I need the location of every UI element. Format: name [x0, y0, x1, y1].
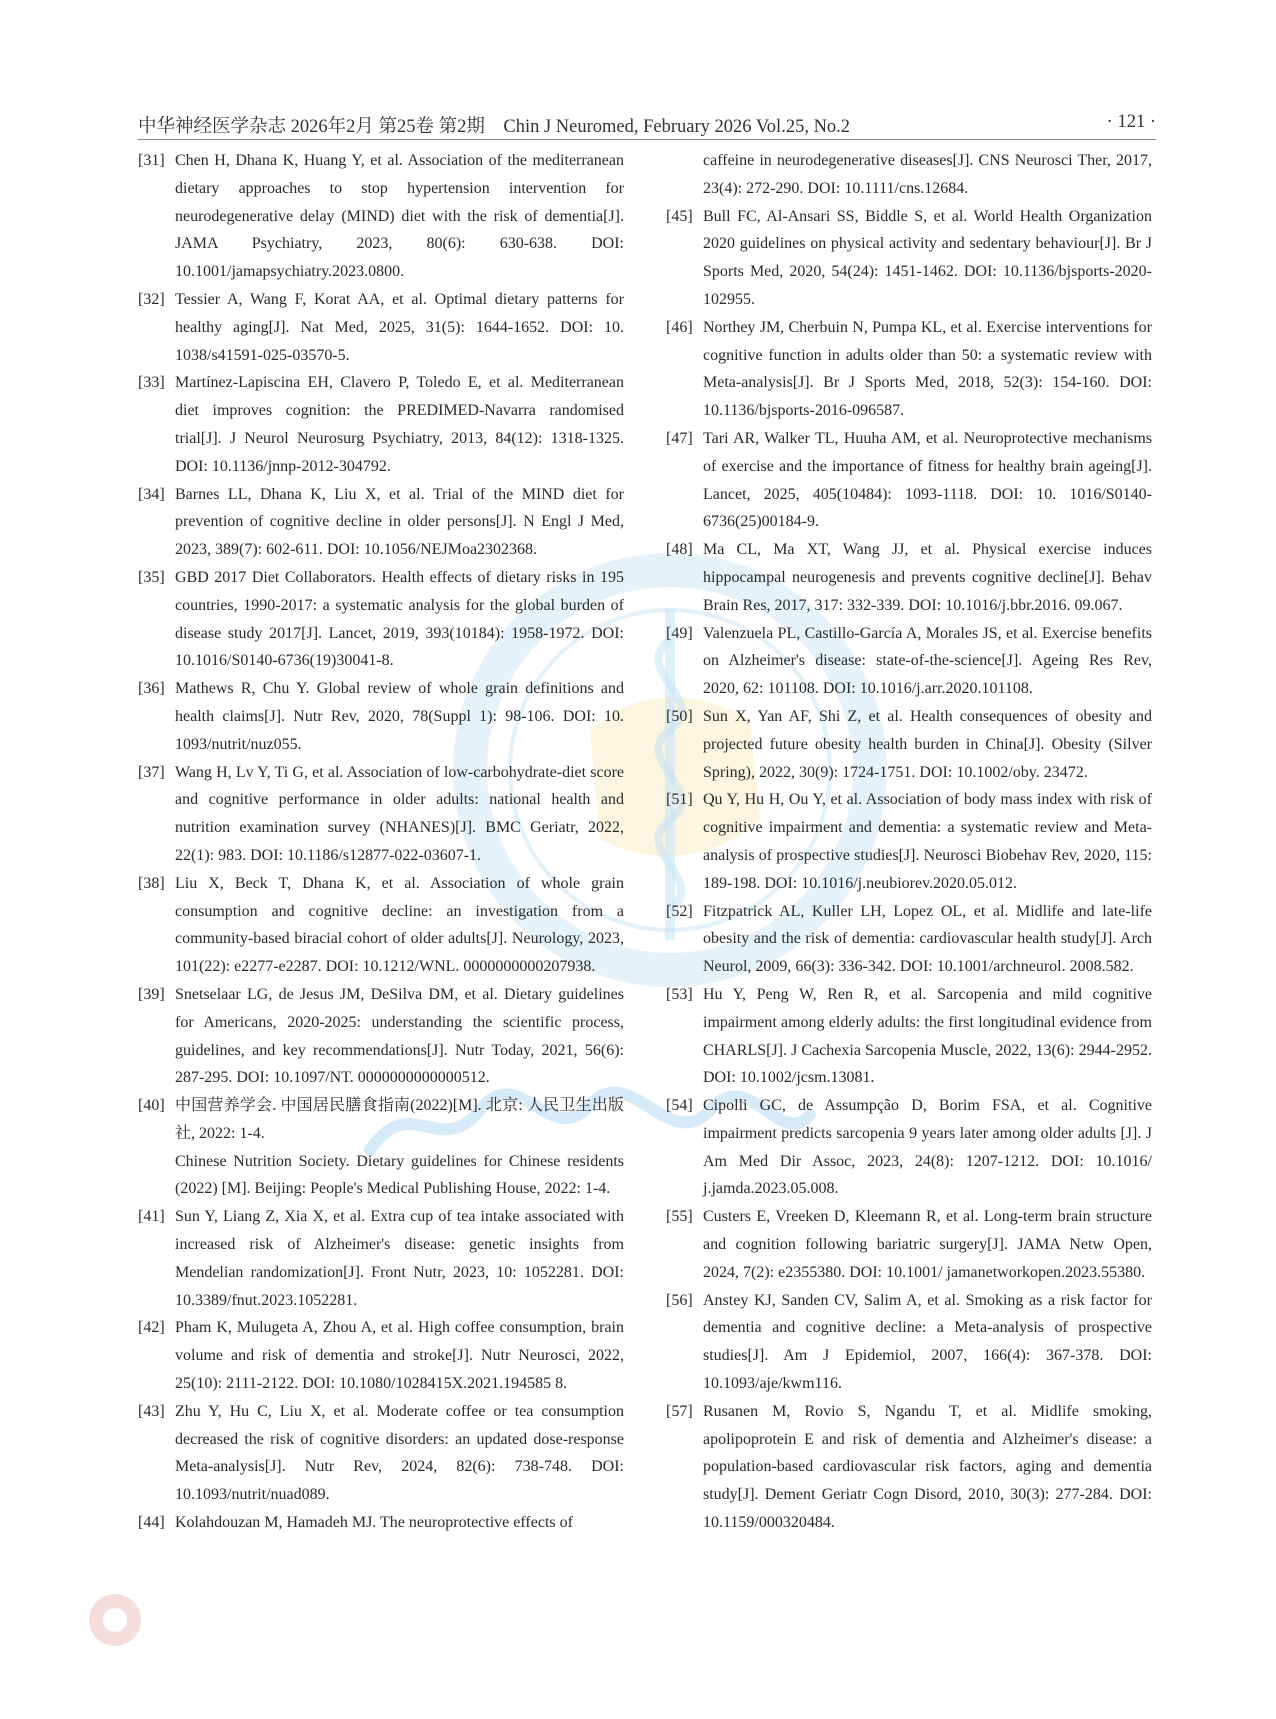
reference-item	[140, 147, 624, 286]
reference-number: [44]	[138, 1514, 165, 1532]
reference-item	[140, 1203, 624, 1314]
reference-text: Ma CL, Ma XT, Wang JJ, et al. Physical exercise induces hippocampal neurogenesis and prevents cognitive decline[J]. Behav Brain Res, 2017, 317: 332-339. DOI: 10.1016/j.bbr.2016. 09.067.	[703, 541, 1152, 614]
reference-item	[668, 536, 1152, 619]
reference-text: Chen H, Dhana K, Huang Y, et al. Association of the mediterranean dietary approaches to stop hypertension intervention for neurodegenerative delay (MIND) diet with the risk of dementia[J]. JAMA Psychiatry, 2023, 80(6): 630-638. DOI: 10.1001/jamapsychiatry.2023.0800.	[175, 152, 624, 281]
reference-text: Hu Y, Peng W, Ren R, et al. Sarcopenia and mild cognitive impairment among elderly adults: the first longitudinal evidence from CHARLS[J]. J Cachexia Sarcopenia Muscle, 2022, 13(6): 2944-2952. DOI: 10.1002/jcsm.13081.	[703, 985, 1152, 1087]
reference-item	[668, 898, 1152, 981]
reference-text: Rusanen M, Rovio S, Ngandu T, et al. Midlife smoking, apolipoprotein E and risk of dementia and Alzheimer's disease: a population-based cardiovascular risk factors, aging and dementia study[J]. Dement Geriatr Cogn Disord, 2010, 30(3): 277-284. DOI: 10.1159/000320484.	[703, 1402, 1152, 1532]
reference-text: Mathews R, Chu Y. Global review of whole grain definitions and health claims[J]. Nutr Rev, 2020, 78(Suppl 1): 98-106. DOI: 10. 1093/nutrit/nuz055.	[175, 680, 624, 753]
reference-number: [50]	[666, 707, 693, 725]
reference-item	[668, 1203, 1152, 1286]
reference-number: [57]	[666, 1402, 693, 1420]
reference-number: [43]	[138, 1402, 165, 1420]
reference-number: [56]	[666, 1291, 693, 1309]
reference-number: [40]	[138, 1097, 165, 1115]
reference-item	[140, 286, 624, 369]
page-number: · 121 ·	[1106, 112, 1156, 132]
reference-item	[668, 1092, 1152, 1203]
reference-text: Martínez-Lapiscina EH, Clavero P, Toledo E, et al. Mediterranean diet improves cognition: the PREDIMED-Navarra randomised trial[J]. J Neurol Neurosurg Psychiatry, 2013, 84(12): 1318-1325. DOI: 10.1136/jnnp-2012-304792.	[175, 374, 624, 475]
reference-item	[668, 1287, 1152, 1398]
reference-item	[140, 981, 624, 1092]
reference-text: Cipolli GC, de Assumpção D, Borim FSA, et al. Cognitive impairment predicts sarcopenia 9 years later among older adults [J]. J Am Med Dir Assoc, 2023, 24(8): 1207-1212. DOI: 10.1016/ j.jamda.2023.05.008.	[703, 1097, 1152, 1198]
reference-text: Sun Y, Liang Z, Xia X, et al. Extra cup of tea intake associated with increased risk of Alzheimer's disease: genetic insights from Mendelian randomization[J]. Front Nutr, 2023, 10: 1052281. DOI: 10.3389/fnut.2023.1052281.	[175, 1208, 624, 1309]
reference-text-english: Chinese Nutrition Society. Dietary guidelines for Chinese residents (2022) [M]. Beijing: People's Medical Publishing House, 2022: 1-4.	[175, 1152, 624, 1198]
reference-text: Zhu Y, Hu C, Liu X, et al. Moderate coffee or tea consumption decreased the risk of cognitive disorders: an updated dose-response Meta-analysis[J]. Nutr Rev, 2024, 82(6): 738-748. DOI: 10.1093/nutrit/nuad089.	[175, 1402, 624, 1504]
references-left-column	[140, 147, 624, 1537]
reference-number: [48]	[666, 541, 693, 559]
reference-item	[140, 1314, 624, 1397]
reference-item	[140, 481, 624, 564]
reference-number: [55]	[666, 1208, 693, 1226]
reference-item	[668, 203, 1152, 314]
reference-text: Snetselaar LG, de Jesus JM, DeSilva DM, et al. Dietary guidelines for Americans, 2020-2025: understanding the scientific process, guidelines, and key recommendations[J]. Nutr Today, 2021, 56(6): 287-295. DOI: 10.1097/NT. 0000000000000512.	[175, 985, 624, 1087]
reference-text: Bull FC, Al-Ansari SS, Biddle S, et al. World Health Organization 2020 guidelines on physical activity and sedentary behaviour[J]. Br J Sports Med, 2020, 54(24): 1451-1462. DOI: 10.1136/bjsports-2020-102955.	[703, 207, 1152, 308]
reference-number: [39]	[138, 985, 165, 1003]
journal-logo-icon	[85, 1590, 145, 1650]
reference-item	[668, 981, 1152, 1092]
reference-number: [33]	[138, 374, 165, 392]
reference-item	[140, 1509, 624, 1537]
reference-text: GBD 2017 Diet Collaborators. Health effects of dietary risks in 195 countries, 1990-2017: a systematic analysis for the global burden of disease study 2017[J]. Lancet, 2019, 393(10184): 1958-1972. DOI: 10.1016/S0140-6736(19)30041-8.	[175, 568, 624, 670]
reference-number: [52]	[666, 902, 693, 920]
reference-number: [32]	[138, 290, 165, 308]
journal-citation-line: 中华神经医学杂志 2026年2月 第25卷 第2期 Chin J Neuromed, February 2026 Vol.25, No.2	[138, 117, 851, 137]
reference-item	[668, 314, 1152, 425]
reference-item	[668, 620, 1152, 703]
reference-item	[668, 425, 1152, 536]
reference-text: Pham K, Mulugeta A, Zhou A, et al. High coffee consumption, brain volume and risk of dementia and stroke[J]. Nutr Neurosci, 2022, 25(10): 2111-2122. DOI: 10.1080/1028415X.2021.194585 8.	[175, 1319, 624, 1393]
reference-number: [53]	[666, 985, 693, 1003]
reference-item	[668, 703, 1152, 786]
reference-number: [36]	[138, 680, 165, 698]
reference-item	[140, 564, 624, 675]
reference-text: Liu X, Beck T, Dhana K, et al. Association of whole grain consumption and cognitive decline: an investigation from a community-based biracial cohort of older adults[J]. Neurology, 2023, 101(22): e2277-e2287. DOI: 10.1212/WNL. 0000000000207938.	[175, 874, 624, 976]
reference-text: Fitzpatrick AL, Kuller LH, Lopez OL, et al. Midlife and late-life obesity and the risk of dementia: cardiovascular health study[J]. Arch Neurol, 2009, 66(3): 336-342. DOI: 10.1001/archneurol. 2008.582.	[703, 902, 1152, 976]
reference-number: [35]	[138, 568, 165, 586]
reference-item	[668, 786, 1152, 897]
reference-text: 中国营养学会. 中国居民膳食指南(2022)[M]. 北京: 人民卫生出版社, 2022: 1-4.	[175, 1097, 624, 1142]
reference-item	[140, 1092, 624, 1203]
reference-text: Kolahdouzan M, Hamadeh MJ. The neuroprotective effects of	[175, 1514, 573, 1532]
reference-text: Tessier A, Wang F, Korat AA, et al. Optimal dietary patterns for healthy aging[J]. Nat Med, 2025, 31(5): 1644-1652. DOI: 10. 1038/s41591-025-03570-5.	[175, 290, 624, 364]
reference-text: Barnes LL, Dhana K, Liu X, et al. Trial of the MIND diet for prevention of cognitive decline in older persons[J]. N Engl J Med, 2023, 389(7): 602-611. DOI: 10.1056/NEJMoa2302368.	[175, 485, 624, 559]
reference-number: [49]	[666, 624, 693, 642]
reference-number: [51]	[666, 791, 693, 809]
reference-item	[140, 759, 624, 870]
reference-text: Anstey KJ, Sanden CV, Salim A, et al. Smoking as a risk factor for dementia and cognitive decline: a Meta-analysis of prospective studies[J]. Am J Epidemiol, 2007, 166(4): 367-378. DOI: 10.1093/aje/kwm116.	[703, 1291, 1152, 1393]
reference-number: [31]	[138, 152, 165, 169]
reference-text: Wang H, Lv Y, Ti G, et al. Association of low-carbohydrate-diet score and cognitive performance in older adults: national health and nutrition examination survey (NHANES)[J]. BMC Geriatr, 2022, 22(1): 983. DOI: 10.1186/s12877-022-03607-1.	[175, 763, 624, 864]
running-header	[138, 112, 1156, 142]
reference-text: Qu Y, Hu H, Ou Y, et al. Association of body mass index with risk of cognitive impairment and dementia: a systematic review and Meta-analysis of prospective studies[J]. Neurosci Biobehav Rev, 2020, 115: 189-198. DOI: 10.1016/j.neubiorev.2020.05.012.	[703, 791, 1152, 892]
reference-item	[140, 1398, 624, 1509]
reference-number: [45]	[666, 207, 693, 225]
reference-text: Tari AR, Walker TL, Huuha AM, et al. Neuroprotective mechanisms of exercise and the importance of fitness for healthy brain ageing[J]. Lancet, 2025, 405(10484): 1093-1118. DOI: 10. 1016/S0140-6736(25)00184-9.	[703, 429, 1152, 531]
reference-text: Valenzuela PL, Castillo-García A, Morales JS, et al. Exercise benefits on Alzheimer's disease: state-of-the-science[J]. Ageing Res Rev, 2020, 62: 101108. DOI: 10.1016/j.arr.2020.101108.	[703, 624, 1152, 698]
reference-continuation: caffeine in neurodegenerative diseases[J]. CNS Neurosci Ther, 2017, 23(4): 272-290. DOI: 10.1111/cns.12684.	[703, 152, 1152, 197]
reference-item	[140, 870, 624, 981]
reference-number: [46]	[666, 318, 693, 336]
reference-number: [54]	[666, 1097, 693, 1115]
reference-item	[668, 1398, 1152, 1537]
reference-number: [42]	[138, 1319, 165, 1337]
reference-item	[140, 369, 624, 480]
reference-text: Sun X, Yan AF, Shi Z, et al. Health consequences of obesity and projected future obesity health burden in China[J]. Obesity (Silver Spring), 2022, 30(9): 1724-1751. DOI: 10.1002/oby. 23472.	[703, 707, 1152, 781]
reference-number: [34]	[138, 485, 165, 503]
reference-number: [47]	[666, 429, 693, 447]
reference-text: Custers E, Vreeken D, Kleemann R, et al. Long-term brain structure and cognition following bariatric surgery[J]. JAMA Netw Open, 2024, 7(2): e2355380. DOI: 10.1001/ jamanetworkopen.2023.55380.	[703, 1208, 1152, 1281]
reference-number: [37]	[138, 763, 165, 781]
reference-number: [38]	[138, 874, 165, 892]
reference-item	[140, 675, 624, 758]
reference-number: [41]	[138, 1208, 165, 1226]
reference-text: Northey JM, Cherbuin N, Pumpa KL, et al. Exercise interventions for cognitive function in adults older than 50: a systematic review with Meta-analysis[J]. Br J Sports Med, 2018, 52(3): 154-160. DOI: 10.1136/bjsports-2016-096587.	[703, 318, 1152, 420]
references-right-column	[668, 147, 1152, 1537]
header-divider	[138, 139, 1156, 140]
